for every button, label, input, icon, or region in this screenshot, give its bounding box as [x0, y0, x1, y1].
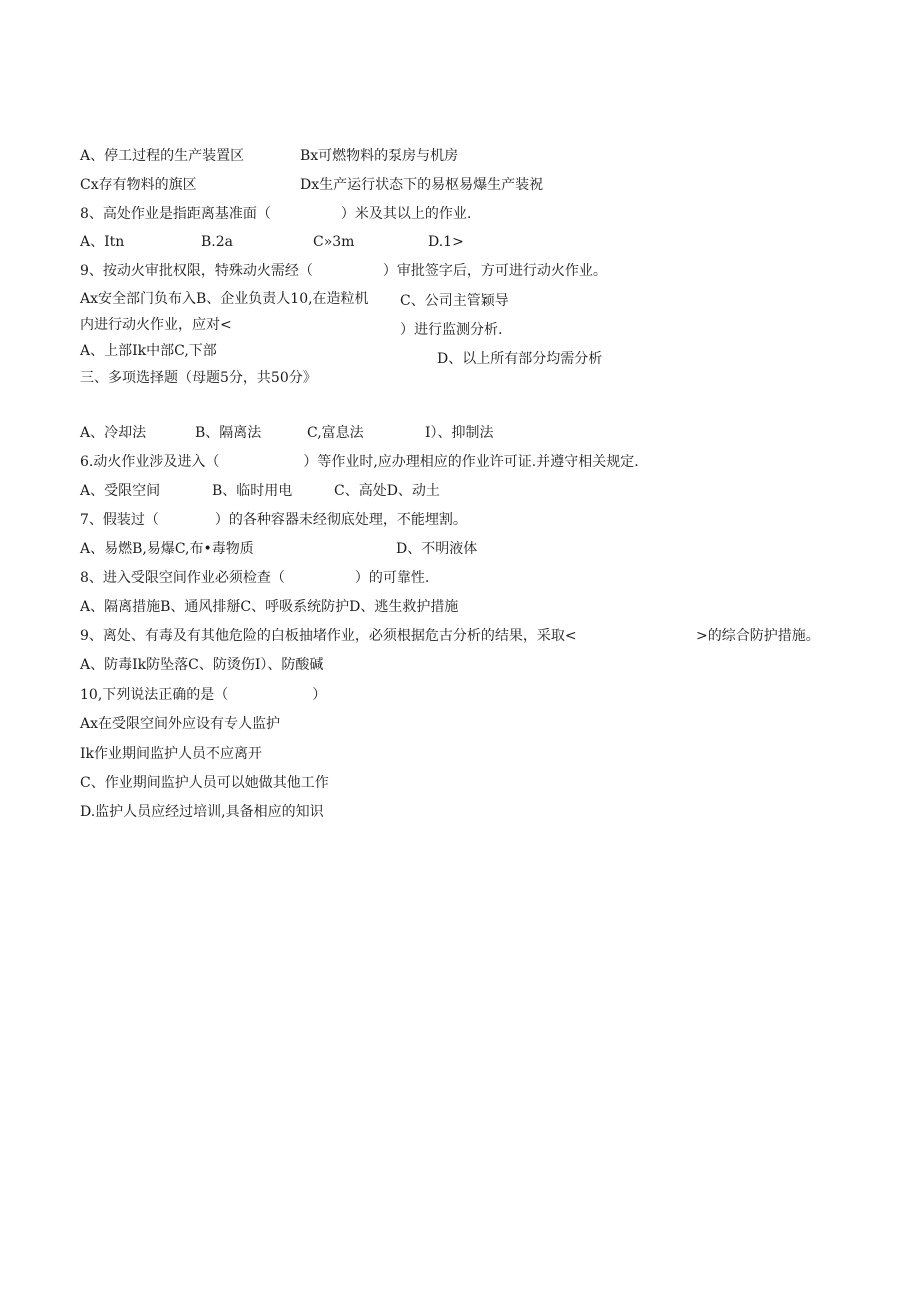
m10-option-a: Ax在受限空间外应设有专人监护	[80, 716, 281, 732]
q9-options-ab: Ax安全部门负布入B、企业负责人10,在造粒机	[80, 291, 369, 307]
m7-option-d: D、不明液体	[396, 541, 478, 557]
m6-option-b: B、临时用电	[212, 483, 293, 499]
q7-option-c: Cx存有物料的旗区	[80, 177, 197, 193]
q7-option-a: A、停工过程的生产装置区	[80, 148, 245, 164]
question-9-approval: 9、按动火审批权限，特殊动火需经（ ）审批签字后，方可进行动火作业。	[80, 263, 607, 279]
q10-options-abc: A、上部Ik中部C,下部	[80, 343, 217, 359]
m5-option-a: A、冷却法	[80, 425, 147, 441]
multi-question-9-part2: >的综合防护措施。	[696, 628, 820, 644]
q8-option-d: D.1>	[428, 234, 464, 250]
m5-option-d: I）、抑制法	[425, 425, 494, 441]
m5-option-b: B、隔离法	[195, 425, 262, 441]
multi-question-6: 6.动火作业涉及进入（ ）等作业时,应办理相应的作业许可证.并遵守相关规定.	[80, 454, 639, 470]
multi-question-8: 8、进入受限空间作业必须检查（ ）的可靠性.	[80, 570, 430, 586]
multi-question-10: 10,下列说法正确的是（ ）	[80, 687, 327, 703]
q8-option-b: B.2a	[201, 234, 233, 250]
question-10-part2: ）进行监测分析.	[400, 322, 503, 338]
q8-option-a: A、Itn	[80, 234, 125, 250]
q7-option-b: Bx可燃物料的泵房与机房	[300, 148, 459, 164]
section-heading-multiple-choice: 三、多项选择题（母题5分，共50分》	[80, 370, 317, 386]
m5-option-c: C,富息法	[307, 425, 364, 441]
m10-option-b: Ik作业期间监护人员不应离开	[80, 746, 263, 762]
q10-option-d: D、以上所有部分均需分析	[437, 351, 603, 367]
question-8-heights: 8、高处作业是指距离基准面（ ）米及其以上的作业.	[80, 206, 472, 222]
q8-option-c: C»3m	[313, 234, 355, 250]
m10-option-c: C、作业期间监护人员可以她做其他工作	[80, 775, 329, 791]
multi-question-7: 7、假装过（ ）的各种容器未经彻底处理，不能埋割。	[80, 512, 467, 528]
m10-option-d: D.监护人员应经过培训,具备相应的知识	[80, 804, 324, 820]
q9-option-c: C、公司主管颖导	[400, 293, 509, 309]
m6-options-cd: C、高处D、动土	[334, 483, 440, 499]
question-10-part1: 内进行动火作业，应对<	[80, 317, 232, 333]
m9-options: A、防毒Ik防坠落C、防烫伤I）、防酸碱	[80, 657, 324, 673]
multi-question-9-part1: 9、离处、有毒及有其他危险的白板抽堵作业，必须根据危古分析的结果，采取<	[80, 628, 577, 644]
m6-option-a: A、受限空间	[80, 483, 161, 499]
q7-option-d: Dx生产运行状态下的易枢易爆生产装祝	[300, 177, 544, 193]
m8-options: A、隔离措施B、通风排掰C、呼吸系统防护D、逃生救护措施	[80, 599, 459, 615]
m7-options-abc: A、易燃B,易爆C,布•毒物质	[80, 541, 254, 557]
